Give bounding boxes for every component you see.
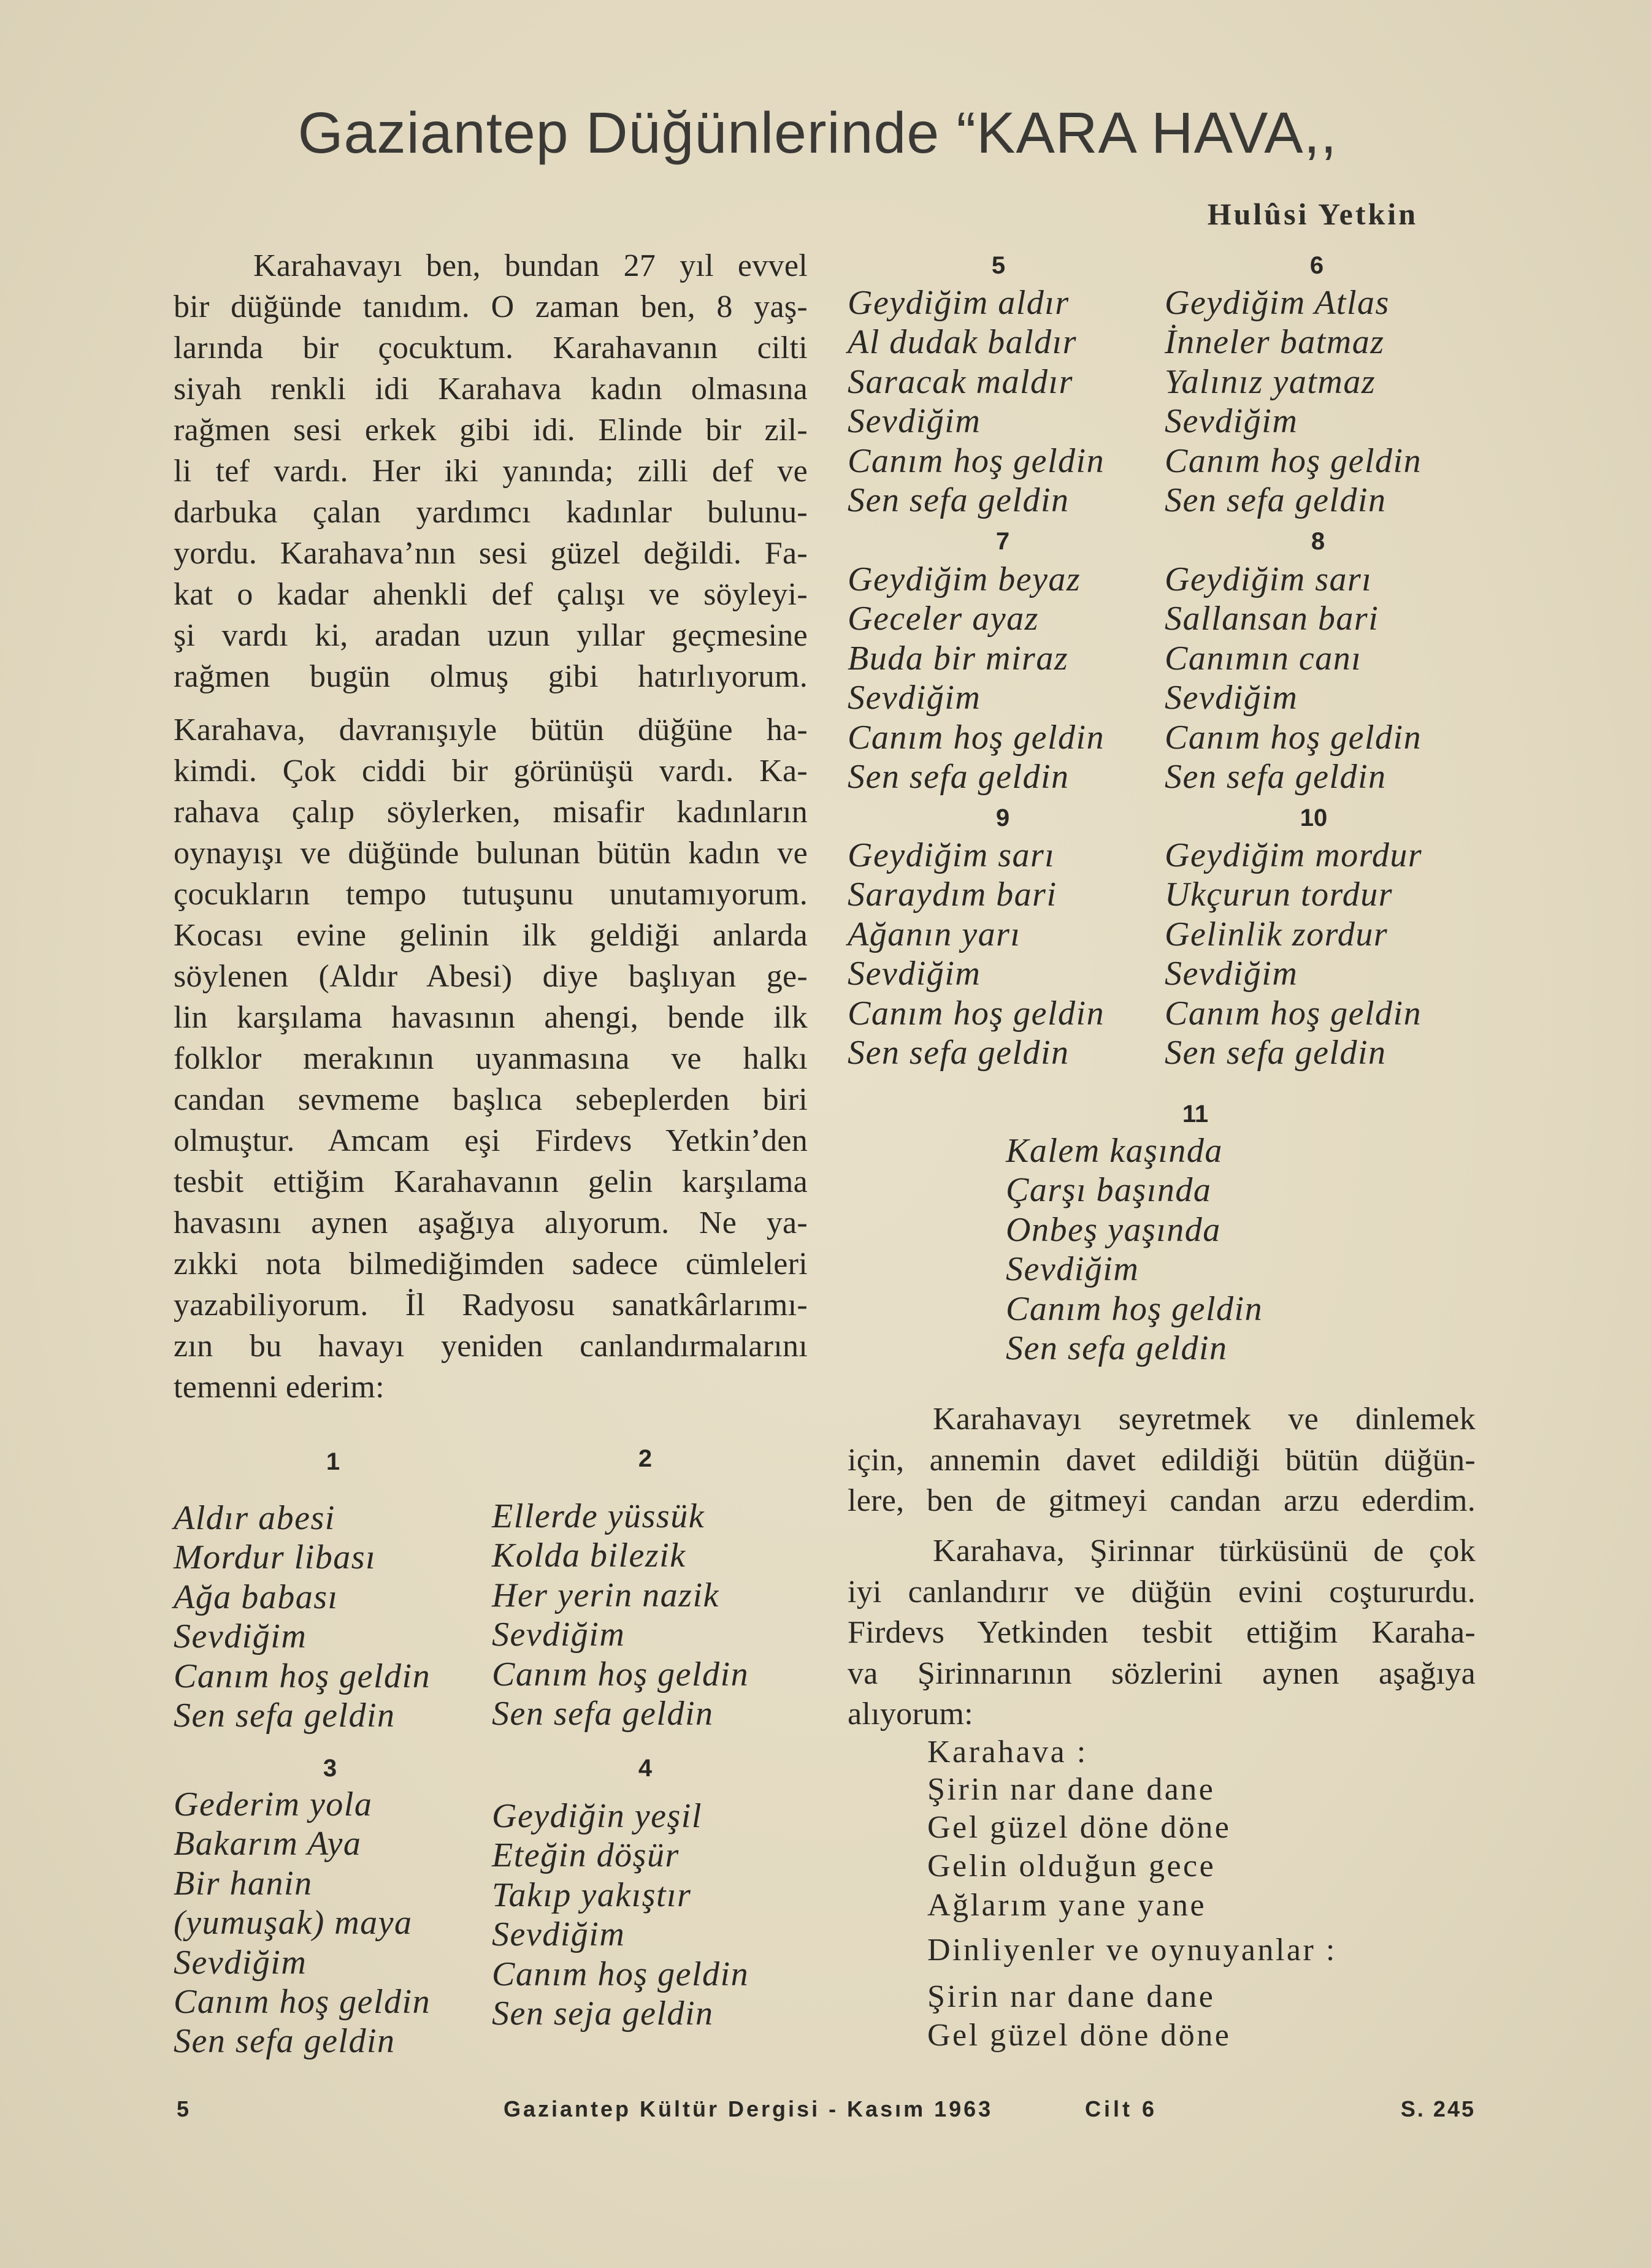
verse-line: Sen sefa geldin <box>174 1696 396 1735</box>
paragraph-line: larında bir çocuktum. Karahavanın cilti <box>174 330 808 365</box>
verse-line: Geydiğim Atlas <box>1165 284 1390 322</box>
verse-line: Sevdiğim <box>1165 955 1298 993</box>
verse-number: 8 <box>1311 528 1325 555</box>
verse-10 <box>1165 836 1422 1072</box>
verse-line: Ağa babası <box>174 1578 339 1616</box>
verse-line: Canım hoş geldin <box>1165 718 1422 757</box>
paragraph-line: bir düğünde tanıdım. O zaman ben, 8 yaş- <box>174 289 808 324</box>
verse-line: Kolda bilezik <box>492 1537 686 1575</box>
verse-line: Canım hoş geldin <box>174 1982 431 2021</box>
verse-line: Canımın canı <box>1165 639 1362 678</box>
paragraph-line: li tef vardı. Her iki yanında; zilli def ve <box>174 454 808 489</box>
issue-number: S. 245 <box>1400 2096 1476 2121</box>
verse-line: Canım hoş geldin <box>492 1655 749 1693</box>
verse-line: Geydiğim aldır <box>848 284 1070 322</box>
song-line: Gel güzel döne döne <box>927 2018 1232 2053</box>
paragraph-line: oynayışı ve düğünde bulunan bütün kadın ve <box>174 836 808 871</box>
paragraph-line: lere, ben de gitmeyi candan arzu ederdim. <box>848 1483 1476 1518</box>
verse-line: Onbeş yaşında <box>1006 1210 1221 1249</box>
verse-5 <box>848 283 1105 520</box>
paragraph-line: folklor merakının uyanmasına ve halkı <box>174 1041 808 1076</box>
verse-line: Ukçurun tordur <box>1165 876 1393 914</box>
paragraph-line: Kocası evine gelinin ilk geldiği anlarda <box>174 918 808 953</box>
verse-line: Gederim yola <box>174 1785 373 1823</box>
song-line: Gelin olduğun gece <box>927 1849 1216 1884</box>
paragraph-line: şi vardı ki, aradan uzun yıllar geçmesine <box>174 618 808 653</box>
paragraph-line: çocukların tempo tutuşunu unutamıyorum. <box>174 877 808 912</box>
song-line: Şirin nar dane dane <box>927 1772 1216 1807</box>
verse-8 <box>1165 560 1422 796</box>
paragraph-sirinnar <box>848 1531 1476 1735</box>
verse-line: Al dudak baldır <box>848 323 1078 362</box>
paragraph-line: için, annemin davet edildiği bütün düğün- <box>848 1442 1476 1478</box>
verse-line: Yalınız yatmaz <box>1165 362 1376 401</box>
verse-line: İnneler batmaz <box>1165 323 1385 362</box>
paragraph-line: candan sevmeme başlıca sebeplerden biri <box>174 1082 808 1117</box>
verse-4 <box>492 1796 749 2033</box>
verse-number: 3 <box>323 1755 337 1782</box>
verse-line: Canım hoş geldin <box>1165 994 1422 1033</box>
paragraph-line: söylenen (Aldır Abesi) diye başlıyan ge- <box>174 959 808 994</box>
verse-number: 6 <box>1309 252 1324 279</box>
verse-line: Saraydım bari <box>848 876 1057 914</box>
verse-line: Canım hoş geldin <box>1006 1289 1263 1328</box>
verse-line: Sallansan bari <box>1165 600 1379 638</box>
verse-line: Mordur libası <box>174 1538 377 1577</box>
verse-line: Sen sefa geldin <box>492 1694 714 1733</box>
verse-line: Sevdiğim <box>174 1943 307 1982</box>
verse-line: Sevdiğim <box>1165 402 1298 441</box>
paragraph-line: zın bu havayı yeniden canlandırmalarını <box>174 1329 808 1364</box>
verse-line: Eteğin döşür <box>492 1836 680 1875</box>
verse-line: Buda bir miraz <box>848 639 1069 678</box>
paragraph-line: iyi canlandırır ve düğün evini coştururdu. <box>848 1574 1476 1609</box>
paragraph-intro <box>174 245 808 697</box>
verse-line: Sevdiğim <box>1006 1250 1140 1289</box>
song-heading: Karahava : <box>927 1735 1088 1770</box>
verse-number: 1 <box>326 1448 340 1475</box>
paragraph-description <box>174 709 808 1408</box>
verse-line: Sevdiğim <box>848 679 981 717</box>
paragraph-line: kimdi. Çok ciddi bir görünüşü vardı. Ka- <box>174 754 808 788</box>
paragraph-line: Karahavayı seyretmek ve dinlemek <box>933 1402 1476 1437</box>
verse-line: Sen sefa geldin <box>1165 757 1387 796</box>
verse-line: Sevdiğim <box>1165 679 1298 717</box>
paragraph-line: temenni ederim: <box>174 1370 385 1405</box>
verse-line: Sevdiğim <box>848 402 981 441</box>
verse-number: 5 <box>991 252 1006 279</box>
verse-number: 9 <box>995 804 1010 831</box>
verse-line: Her yerin nazik <box>492 1576 719 1614</box>
song-response-heading: Dinliyenler ve oynuyanlar : <box>927 1933 1337 1968</box>
verse-line: Aldır abesi <box>174 1499 335 1537</box>
paragraph-line: lin karşılama havasının ahengi, bende ilk <box>174 1000 808 1035</box>
paragraph-memory <box>848 1399 1476 1522</box>
article-title: Gaziantep Düğünlerinde “KARA HAVA,, <box>297 101 1338 166</box>
verse-line: Sevdiğim <box>492 1915 626 1954</box>
verse-line: Canım hoş geldin <box>174 1657 431 1695</box>
verse-1 <box>174 1499 431 1735</box>
verse-line: Geydiğim mordur <box>1165 836 1423 874</box>
paragraph-line: siyah renkli idi Karahava kadın olmasına <box>174 372 808 407</box>
verse-line: Geydiğim beyaz <box>848 560 1081 598</box>
verse-line: Ağanın yarı <box>848 915 1021 953</box>
verse-line: Sen sefa geldin <box>1165 481 1387 519</box>
verse-line: Çarşı başında <box>1006 1171 1212 1210</box>
verse-line: Canım hoş geldin <box>492 1955 749 1993</box>
verse-line: Canım hoş geldin <box>848 718 1105 757</box>
paragraph-line: Karahava, davranışıyle bütün düğüne ha- <box>174 712 808 747</box>
page-number: 5 <box>177 2096 190 2121</box>
paragraph-line: Karahavayı ben, bundan 27 yıl evvel <box>253 248 808 283</box>
paragraph-line: olmuştur. Amcam eşi Firdevs Yetkin’den <box>174 1123 808 1158</box>
verse-line: Sen sefa geldin <box>1006 1329 1228 1367</box>
verse-7 <box>848 560 1105 796</box>
verse-line: Sen sefa geldin <box>848 1033 1070 1072</box>
song-line: Gel güzel döne döne <box>927 1810 1232 1845</box>
journal-title: Gaziantep Kültür Dergisi - Kasım 1963 <box>504 2096 994 2121</box>
verse-line: Geydiğin yeşil <box>492 1797 702 1835</box>
paragraph-line: kat o kadar ahenkli def çalışı ve söyleyi- <box>174 577 808 612</box>
verse-11 <box>1006 1131 1263 1368</box>
verse-line: Sen sefa geldin <box>174 2022 396 2061</box>
verse-line: Bakarım Aya <box>174 1825 362 1863</box>
verse-line: Sen sefa geldin <box>848 481 1070 519</box>
verse-line: Sen sefa geldin <box>1165 1033 1387 1072</box>
verse-line: Sen seja geldin <box>492 1994 714 2033</box>
verse-line: Canım hoş geldin <box>848 441 1105 480</box>
paragraph-line: alıyorum: <box>848 1697 973 1732</box>
verse-9 <box>848 836 1105 1072</box>
verse-6 <box>1165 283 1422 520</box>
verse-line: Sevdiğim <box>848 955 981 993</box>
volume-label: Cilt 6 <box>1085 2096 1158 2121</box>
verse-line: Sevdiğim <box>492 1616 626 1654</box>
verse-line: Sevdiğim <box>174 1617 307 1656</box>
verse-line: Saracak maldır <box>848 362 1073 401</box>
paragraph-line: rağmen bugün olmuş gibi hatırlıyorum. <box>174 659 808 694</box>
verse-number: 11 <box>1182 1101 1209 1128</box>
verse-3 <box>174 1785 431 2061</box>
verse-number: 10 <box>1300 804 1328 831</box>
paragraph-line: yordu. Karahava’nın sesi güzel değildi. Fa- <box>174 536 808 571</box>
verse-line: Canım hoş geldin <box>1165 441 1422 480</box>
verse-line: Ellerde yüssük <box>492 1497 705 1535</box>
paragraph-line: tesbit ettiğim Karahavanın gelin karşılama <box>174 1164 808 1199</box>
verse-number: 4 <box>638 1755 653 1782</box>
verse-line: Canım hoş geldin <box>848 994 1105 1033</box>
verse-line: Sen sefa geldin <box>848 757 1070 796</box>
verse-number: 7 <box>995 528 1010 555</box>
song-line: Şirin nar dane dane <box>927 1979 1216 2014</box>
verse-line: Bir hanin <box>174 1864 313 1903</box>
verse-line: Takıp yakıştır <box>492 1876 692 1914</box>
verse-line: Geceler ayaz <box>848 600 1039 638</box>
paragraph-line: rağmen sesi erkek gibi idi. Elinde bir zil- <box>174 413 808 448</box>
paragraph-line: va Şirinnarının sözlerini aynen aşağıya <box>848 1655 1476 1691</box>
verse-2 <box>492 1497 749 1733</box>
paragraph-line: darbuka çalan yardımcı kadınlar bulunu- <box>174 495 808 530</box>
verse-line: (yumuşak) maya <box>174 1904 413 1942</box>
verse-line: Geydiğim sarı <box>848 836 1055 874</box>
paragraph-line: Karahava, Şirinnar türküsünü de çok <box>933 1533 1476 1568</box>
verse-line: Kalem kaşında <box>1006 1132 1223 1170</box>
verse-number: 2 <box>638 1445 653 1472</box>
verse-line: Geydiğim sarı <box>1165 560 1373 598</box>
paragraph-line: zıkki nota bilmediğimden sadece cümleleri <box>174 1247 808 1281</box>
paragraph-line: havasını aynen aşağıya alıyorum. Ne ya- <box>174 1205 808 1240</box>
song-line: Ağlarım yane yane <box>927 1888 1207 1923</box>
paragraph-line: Firdevs Yetkinden tesbit ettiğim Karaha- <box>848 1615 1476 1650</box>
author-name: Hulûsi Yetkin <box>1207 197 1418 231</box>
paragraph-line: rahava çalıp söylerken, misafir kadınların <box>174 795 808 830</box>
paragraph-line: yazabiliyorum. İl Radyosu sanatkârlarımı- <box>174 1288 808 1323</box>
verse-line: Gelinlik zordur <box>1165 915 1389 953</box>
